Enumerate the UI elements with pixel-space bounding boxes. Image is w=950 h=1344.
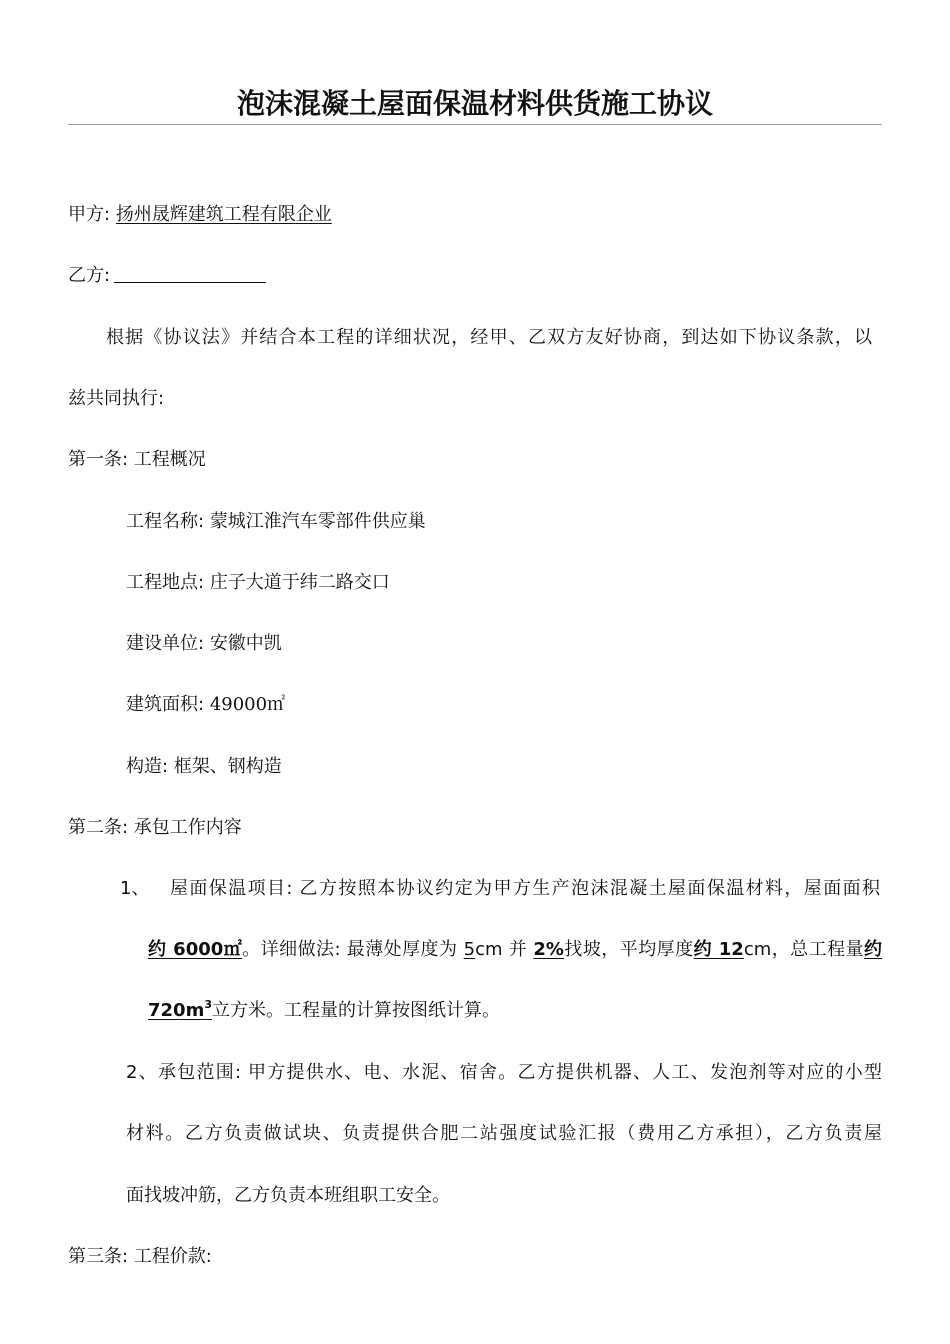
building-area-label: 建筑面积: [126,694,205,715]
party-b-label: 乙方: [68,265,111,286]
building-area-value: 49000㎡ [209,694,286,715]
construction-unit-label: 建设单位: [126,633,205,654]
intro-line-2: 兹共同执行: [68,388,165,409]
item-2-line-2: 材料。乙方负责做试块、负责提供合肥二站强度试验汇报（费用乙方承担），乙方负责屋 [126,1123,882,1144]
party-b-blank [114,264,266,283]
project-location-value: 庄子大道于纬二路交口 [209,572,390,593]
min-thickness-value: 5 [463,939,476,960]
construction-unit-value: 安徽中凯 [209,633,282,654]
item-1-line-2 [148,938,882,962]
roof-area-value: 约 6000㎡ [148,939,243,960]
item-2-line-3: 面找坡冲筋，乙方负责本班组职工安全。 [126,1185,450,1206]
total-volume-value [148,1000,212,1021]
project-name-label: 工程名称: [126,511,205,532]
slope-value: 2% [533,939,564,960]
construction-unit-line [126,632,282,656]
total-volume-text: cm，总工程量 [743,939,864,960]
party-b-line [68,264,266,288]
avg-thickness-text: 找坡，平均厚度 [563,939,694,960]
total-volume-approx: 约 [864,939,882,960]
unit-cm-text: cm 并 [475,939,534,960]
item-1-number: 1、 [120,878,150,899]
title-divider [68,124,882,125]
cubic-superscript: 3 [204,998,212,1011]
item-2-line-1: 2、承包范围: 甲方提供水、电、水泥、宿舍。乙方提供机器、人工、发泡剂等对应的小型 [126,1062,882,1083]
building-area-line [126,693,285,717]
page-title: 泡沫混凝土屋面保温材料供货施工协议 [236,87,713,120]
intro-line-1: 根据《协议法》并结合本工程的详细状况，经甲、乙双方友好协商，到达如下协议条款，以 [106,327,872,348]
total-volume-number: 720m [148,1000,205,1021]
item-1-line-3 [148,999,500,1023]
article-1-heading: 第一条: 工程概况 [68,449,206,470]
project-name-line [126,510,426,534]
structure-value: 框架、钢构造 [173,756,282,777]
party-a-name: 扬州晟辉建筑工程有限企业 [115,204,332,225]
method-text: 。详细做法: 最薄处厚度为 [242,939,464,960]
item-1-line-1: 屋面保温项目: 乙方按照本协议约定为甲方生产泡沫混凝土屋面保温材料，屋面面积 [170,878,880,899]
party-a-label: 甲方: [68,204,111,225]
structure-line [126,755,282,779]
party-a-line [68,203,332,227]
project-location-line [126,571,390,595]
volume-calc-text: 立方米。工程量的计算按图纸计算。 [212,1000,500,1021]
project-location-label: 工程地点: [126,572,205,593]
project-name-value: 蒙城江淮汽车零部件供应巢 [209,511,426,532]
article-2-heading: 第二条: 承包工作内容 [68,817,242,838]
avg-thickness-value: 约 12 [693,939,744,960]
structure-label: 构造: [126,756,169,777]
article-3-heading: 第三条: 工程价款: [68,1246,212,1267]
